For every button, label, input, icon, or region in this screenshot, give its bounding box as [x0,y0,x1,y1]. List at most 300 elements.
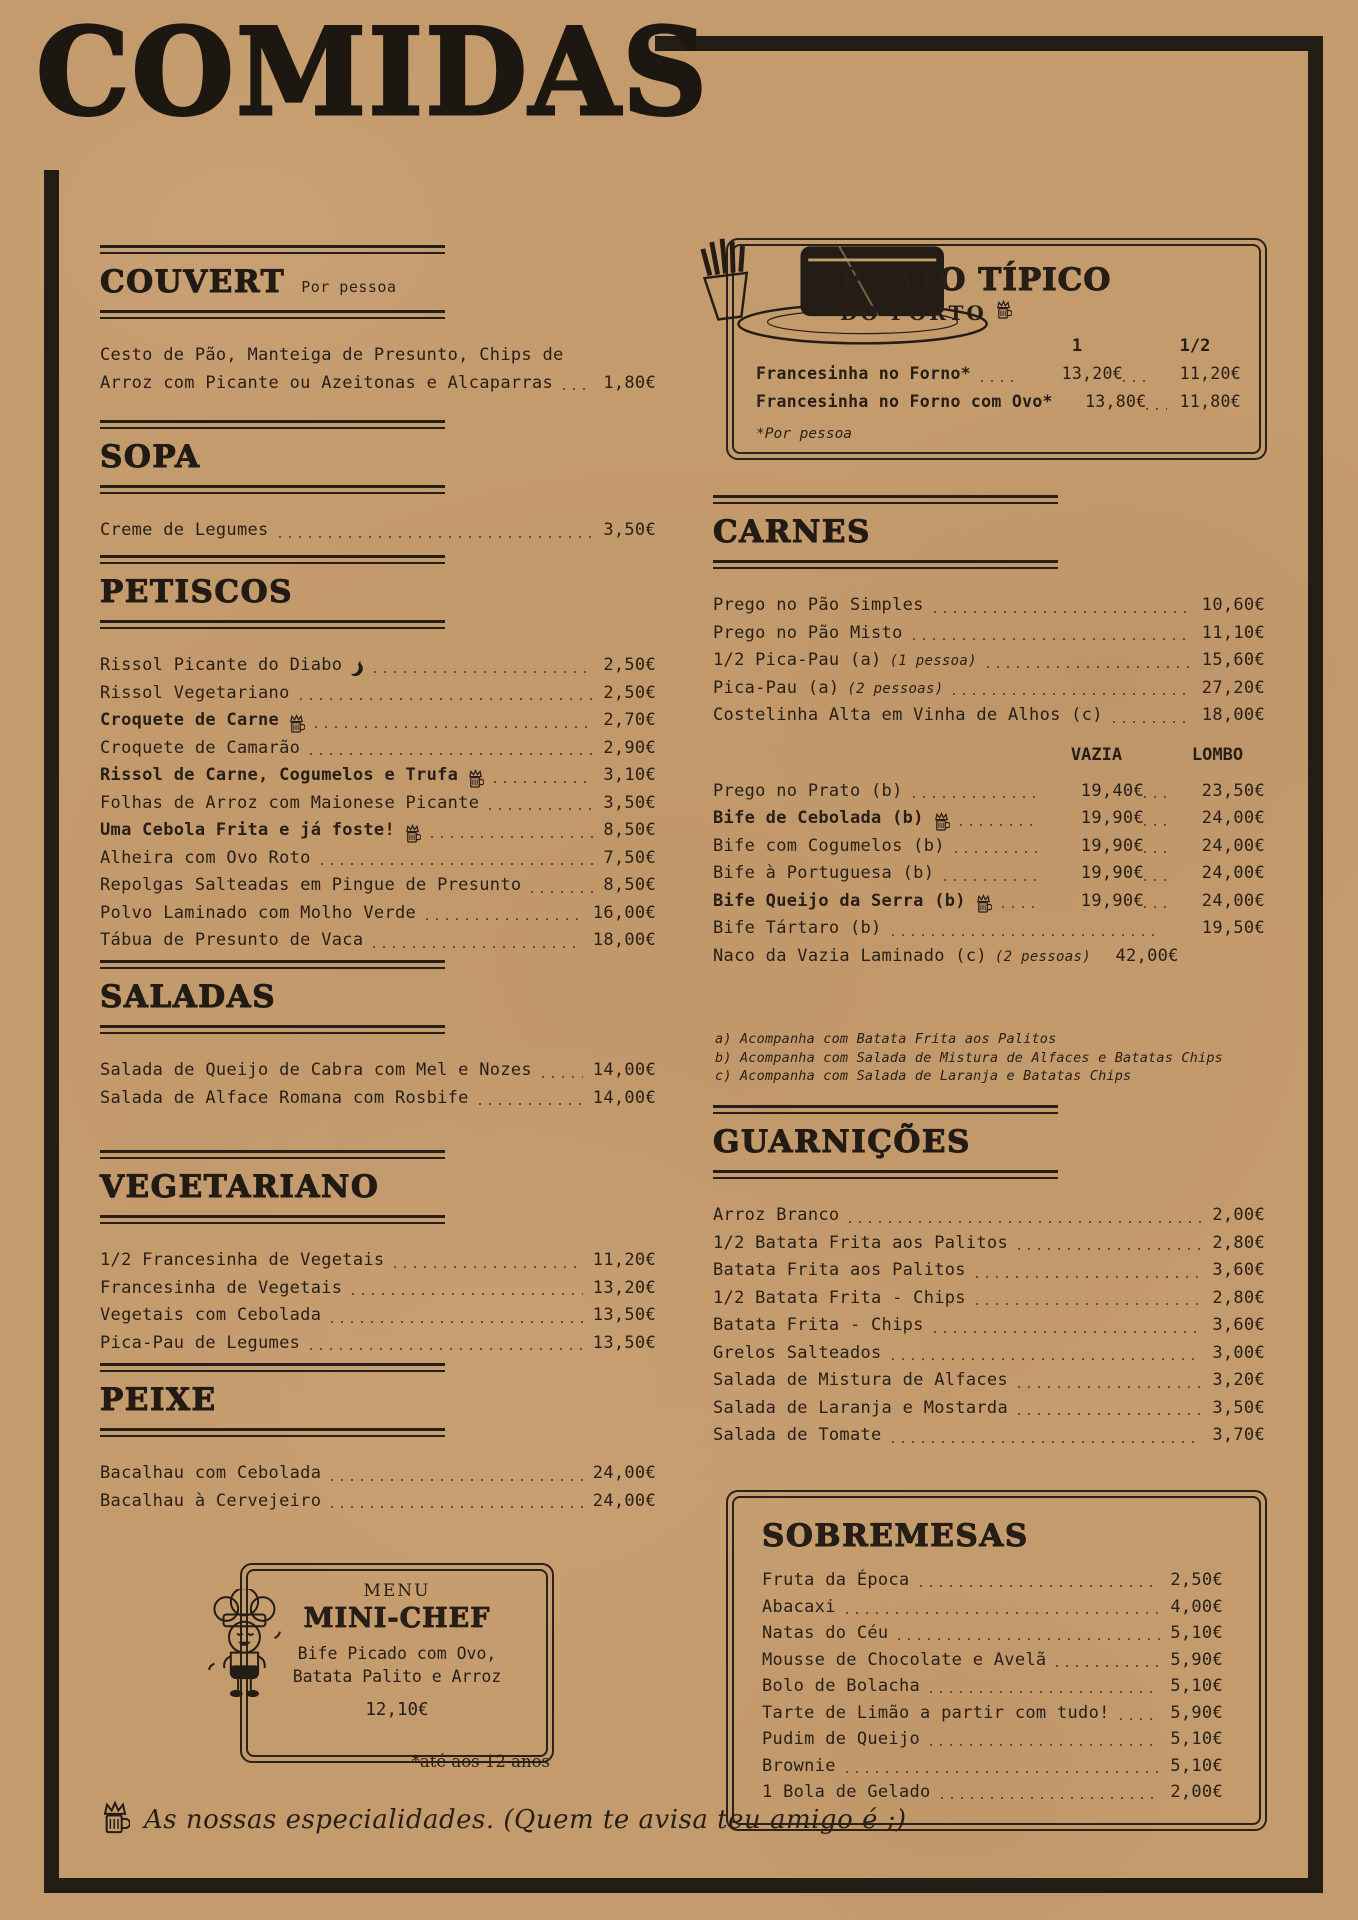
chili-pepper-icon [351,660,364,678]
item-note: (2 pessoas) [994,948,1091,965]
minichef-price: 12,10€ [365,1700,429,1720]
item-price: 2,00€ [1170,1782,1223,1802]
item-name: Folhas de Arroz com Maionese Picante [100,792,480,813]
menu-item-row [713,1260,1265,1288]
menu-item-row [100,345,656,373]
menu-item-row [100,373,656,401]
dot-leader [934,611,1192,613]
section-title-text: COUVERT [100,264,286,300]
item-name: Bacalhau com Cebolada [100,1463,322,1484]
prato-col-full: 1 [1071,336,1083,356]
dot-leader [913,638,1192,640]
sobremesas-title: SOBREMESAS [762,1518,1029,1554]
prato-col-half: 1/2 [1179,336,1211,356]
double-rule [713,1105,1058,1114]
item-name: Batata Frita - Chips [713,1315,924,1336]
menu-item-row [100,738,656,766]
price-lombo: 24,00€ [1201,835,1265,856]
menu-item-row [762,1729,1223,1756]
price-lombo: 24,00€ [1201,890,1265,911]
item-price: 24,00€ [592,1463,656,1484]
item-price: 13,20€ [592,1277,656,1298]
item-price: 2,70€ [603,710,656,731]
item-name: Abacaxi [762,1596,836,1617]
item-name: Polvo Laminado com Molho Verde [100,902,417,923]
minichef-desc-line1: Bife Picado com Ovo, [297,1644,497,1663]
crown-stamp-icon [100,1800,130,1840]
item-price: 1,80€ [603,372,656,393]
dot-leader [892,1358,1203,1360]
item-price: 2,50€ [603,682,656,703]
dot-leader [494,781,593,783]
dot-leader [1018,1386,1202,1388]
item-price-full: 13,80€ [1085,392,1147,411]
item-name: Francesinha no Forno com Ovo* [756,392,1053,411]
menu-item-row [762,1676,1223,1703]
menu-item-row [100,875,656,903]
double-rule [100,1150,445,1159]
item-name: Grelos Salteados [713,1342,882,1363]
prato-title: PRATO TÍPICO [840,262,1112,298]
menu-item-row [713,1343,1265,1371]
dot-leader [300,698,594,700]
menu-item-row [713,946,1265,974]
item-name: Costelinha Alta em Vinha de Alhos (c) [713,705,1103,726]
section-carnes [713,495,1265,973]
item-name: Alheira com Ovo Roto [100,847,311,868]
menu-item-row [713,781,1265,809]
menu-item-row [100,1305,656,1333]
item-name: Creme de Legumes [100,520,269,541]
dot-leader [1120,1718,1161,1720]
item-price: 5,90€ [1170,1649,1223,1670]
menu-item-row [762,1756,1223,1783]
dot-leader [331,1321,583,1323]
dot-leader [953,693,1191,695]
section-sopa [100,420,656,548]
crown-stamp-icon [288,714,305,734]
dot-gap [1144,879,1170,881]
double-rule [100,485,445,494]
item-name: 1/2 Batata Frita aos Palitos [713,1232,1008,1253]
item-name: Pica-Pau (a) [713,677,840,698]
menu-item-row [100,1463,656,1491]
menu-item-row [713,891,1265,919]
menu-item-row [100,1491,656,1519]
price-lombo: 19,50€ [1201,918,1265,939]
double-rule [100,960,445,969]
dot-leader [892,934,1160,936]
double-rule [100,420,445,429]
section-vegetariano [100,1150,656,1360]
item-name: Bife Queijo da Serra (b) [713,890,966,911]
item-name: Tarte de Limão a partir com tudo! [762,1702,1110,1723]
menu-item-row [713,1205,1265,1233]
item-price: 14,00€ [592,1060,656,1081]
item-name: Uma Cebola Frita e já foste! [100,820,395,841]
item-price: 3,60€ [1212,1315,1265,1336]
dot-leader [960,824,1039,826]
item-name: Cesto de Pão, Manteiga de Presunto, Chips de [100,345,564,366]
item-price: 5,10€ [1170,1755,1223,1776]
dot-leader [542,1076,583,1078]
item-note: (1 pessoa) [889,653,977,670]
item-name: Salada de Mistura de Alfaces [713,1370,1008,1391]
item-name: Repolgas Salteadas em Pingue de Presunto [100,875,522,896]
section-guarnicoes [713,1105,1265,1453]
carnes-table-headers [713,745,1265,775]
dot-leader [331,1506,583,1508]
menu-item-row [100,710,656,738]
dot-leader [976,1303,1202,1305]
dot-leader [846,1771,1161,1773]
double-rule [100,245,445,254]
item-price-half: 11,80€ [1179,392,1242,411]
item-name: 1/2 Francesinha de Vegetais [100,1250,385,1271]
menu-item-row [762,1597,1223,1624]
dot-leader [310,1348,583,1350]
item-name: Rissol Picante do Diabo [100,655,343,676]
item-price: 18,00€ [592,930,656,951]
menu-item-row [100,820,656,848]
dot-leader [976,1276,1202,1278]
item-name: Rissol Vegetariano [100,682,290,703]
dot-leader [944,879,1039,881]
item-price-full: 13,20€ [1061,364,1123,383]
dot-leader [531,891,593,893]
item-name: Salada de Laranja e Mostarda [713,1397,1008,1418]
item-price: 11,20€ [592,1250,656,1271]
item-name: 1/2 Batata Frita - Chips [713,1287,966,1308]
menu-item-row [100,848,656,876]
mini-chef-box [240,1563,554,1763]
item-name: Vegetais com Cebolada [100,1305,322,1326]
prato-title-block [840,262,1111,325]
menu-item-row [756,392,1241,420]
minichef-desc-line2: Batata Palito e Arroz [292,1667,502,1686]
item-price: 2,00€ [1212,1205,1265,1226]
item-price: 7,50€ [603,847,656,868]
menu-item-row [762,1623,1223,1650]
dot-leader [394,1266,582,1268]
dot-leader [987,666,1192,668]
item-price: 2,80€ [1212,1232,1265,1253]
section-saladas [100,960,656,1115]
item-name: Salada de Alface Romana com Rosbife [100,1087,469,1108]
footnote-c: c) Acompanha com Salada de Laranja e Batatas Chips [715,1068,1132,1084]
menu-item-row [100,903,656,931]
minichef-age-note: *até aos 12 anos [411,1752,550,1771]
item-price: 15,60€ [1201,650,1265,671]
item-name: Brownie [762,1755,836,1776]
item-price: 3,50€ [1212,1397,1265,1418]
prato-footnote: *Por pessoa [756,426,853,442]
section-petiscos [100,555,656,958]
crown-stamp-icon [933,812,950,832]
dot-leader [426,918,583,920]
item-price: 3,70€ [1212,1425,1265,1446]
item-name: Bife Tártaro (b) [713,918,882,939]
item-price: 24,00€ [592,1490,656,1511]
dot-leader [892,1441,1203,1443]
section-title: GUARNIÇÕES [713,1124,971,1160]
item-name: Mousse de Chocolate e Avelã [762,1649,1047,1670]
dot-leader [930,1744,1160,1746]
dot-leader [1056,1665,1160,1667]
section-subtitle: Por pessoa [301,278,397,296]
item-name: Pudim de Queijo [762,1729,921,1749]
section-title: PETISCOS [100,574,293,610]
item-name: Fruta da Época [762,1570,910,1590]
dot-gap [1123,380,1149,382]
item-price: 8,50€ [603,820,656,841]
dot-leader [1002,906,1039,908]
menu-item-row [713,595,1265,623]
frame-right-bar [1308,36,1323,1893]
item-name: Prego no Pão Simples [713,595,924,616]
dot-leader [352,1293,582,1295]
menu-item-row [100,520,656,548]
item-name: 1/2 Pica-Pau (a) [713,650,882,671]
item-price: 13,50€ [592,1332,656,1353]
little-chef-mascot-illustration [194,1589,294,1713]
item-name: Francesinha de Vegetais [100,1277,343,1298]
price-lombo: 23,50€ [1201,780,1265,801]
menu-item-row [100,1250,656,1278]
item-price: 5,90€ [1170,1702,1223,1723]
item-name: Croquete de Carne [100,710,280,731]
menu-item-row [713,1425,1265,1453]
dot-leader [373,946,582,948]
crown-stamp-icon [404,824,421,844]
menu-item-row [713,650,1265,678]
item-name: Bife com Cogumelos (b) [713,835,945,856]
dot-gap [1144,796,1170,798]
menu-item-row [713,863,1265,891]
section-peixe [100,1363,656,1518]
item-price: 5,10€ [1170,1729,1223,1749]
item-price: 3,20€ [1212,1370,1265,1391]
menu-item-row [713,1370,1265,1398]
dot-leader [920,1585,1161,1587]
footnote-b: b) Acompanha com Salada de Mistura de Alfaces e Batatas Chips [715,1049,1223,1066]
item-price: 10,60€ [1201,595,1265,616]
item-price: 4,00€ [1170,1596,1223,1617]
item-name: 1 Bola de Gelado [762,1782,931,1802]
section-title: PEIXE [100,1382,217,1418]
item-name: Bolo de Bolacha [762,1676,921,1696]
item-name: Prego no Prato (b) [713,780,903,801]
prato-tipico-box [726,238,1267,460]
item-price: 18,00€ [1201,705,1265,726]
carnes-footnotes [715,1030,1223,1086]
double-rule [713,560,1058,569]
menu-item-row [100,1278,656,1306]
footnote-a: a) Acompanha com Batata Frita aos Palitos [715,1031,1057,1047]
crown-stamp-icon [467,769,484,789]
double-rule [100,310,445,319]
item-price: 2,50€ [603,655,656,676]
item-price: 5,10€ [1170,1623,1223,1643]
item-price: 11,10€ [1201,622,1265,643]
dot-leader [934,1331,1203,1333]
menu-item-row [100,1060,656,1088]
price-lombo: 24,00€ [1201,808,1265,829]
menu-column-right [713,0,1265,1920]
menu-item-row [100,765,656,793]
item-name: Natas do Céu [762,1623,889,1643]
menu-item-row [713,1233,1265,1261]
item-price: 3,00€ [1212,1342,1265,1363]
section-title: CARNES [713,514,871,550]
menu-item-row [100,683,656,711]
menu-item-row [713,1315,1265,1343]
menu-item-row [713,623,1265,651]
double-rule [713,1170,1058,1179]
item-name: Salada de Tomate [713,1425,882,1446]
double-rule [100,620,445,629]
crown-stamp-icon [975,894,992,914]
dot-leader [1018,1413,1202,1415]
dot-leader [310,753,593,755]
item-price: 3,50€ [603,792,656,813]
menu-item-row [100,930,656,958]
col-header-vazia: VAZIA [1070,744,1123,765]
double-rule [100,1215,445,1224]
item-name: Arroz Branco [713,1205,840,1226]
dot-leader [321,863,594,865]
menu-item-row [713,918,1265,946]
dot-leader [846,1612,1161,1614]
dot-leader [479,1103,583,1105]
sobremesas-box [726,1490,1267,1831]
double-rule [713,495,1058,504]
price-vazia: 19,40€ [1080,780,1144,801]
item-price: 5,10€ [1170,1676,1223,1696]
item-price-half: 11,20€ [1179,364,1241,383]
item-note: (2 pessoas) [847,680,944,697]
price-vazia: 19,90€ [1080,863,1144,884]
item-price: 2,50€ [1170,1570,1223,1590]
menu-item-row [713,1288,1265,1316]
item-price: 2,80€ [1212,1287,1265,1308]
menu-item-row [713,836,1265,864]
item-price: 3,10€ [603,765,656,786]
menu-item-row [100,655,656,683]
price-lombo: 24,00€ [1201,863,1265,884]
price-vazia: 19,90€ [1080,835,1144,856]
double-rule [100,1025,445,1034]
price-vazia: 19,90€ [1080,808,1144,829]
dot-leader [331,1479,583,1481]
item-name: Prego no Pão Misto [713,622,903,643]
menu-item-row [762,1650,1223,1677]
dot-leader [898,1638,1160,1640]
item-name: Rissol de Carne, Cogumelos e Trufa [100,765,459,786]
menu-item-row [713,678,1265,706]
dot-leader [489,808,593,810]
dot-gap [1144,824,1170,826]
item-name: Arroz com Picante ou Azeitonas e Alcaparras [100,372,553,393]
section-title: SALADAS [100,979,277,1015]
price-vazia: 19,90€ [1080,890,1144,911]
item-name: Croquete de Camarão [100,737,301,758]
minichef-title: MINI-CHEF [303,1603,491,1634]
page-title: COMIDAS [36,2,710,143]
item-name: Francesinha no Forno* [756,364,971,383]
dot-leader [930,1691,1160,1693]
double-rule [100,1428,445,1437]
item-price: 8,50€ [603,875,656,896]
dot-leader [1113,721,1192,723]
item-name: Pica-Pau de Legumes [100,1332,301,1353]
item-name: Bacalhau à Cervejeiro [100,1490,322,1511]
prato-subtitle: DO PORTO [840,300,987,325]
dot-leader [563,388,593,390]
section-title: SOPA [100,439,201,475]
dot-leader [374,671,593,673]
item-name: Naco da Vazia Laminado (c) [713,945,987,966]
menu-item-row [713,808,1265,836]
dot-gap [1146,408,1167,410]
menu-item-row [762,1570,1223,1597]
section-couvert [100,245,656,400]
specialties-footer-text: As nossas especialidades. (Quem te avisa teu amigo é ;) [144,1805,907,1835]
dot-leader [981,380,1021,382]
menu-item-row [756,364,1241,392]
dot-leader [849,1221,1202,1223]
menu-item-row [762,1782,1223,1809]
menu-item-row [100,1088,656,1116]
item-name: Salada de Queijo de Cabra com Mel e Nozes [100,1060,532,1081]
section-title: VEGETARIANO [100,1169,380,1205]
double-rule [100,1363,445,1372]
double-rule [100,555,445,564]
menu-item-row [762,1703,1223,1730]
item-name: Tábua de Presunto de Vaca [100,930,364,951]
col-header-lombo: LOMBO [1191,744,1244,765]
item-price: 16,00€ [592,902,656,923]
minichef-menu-label: MENU [363,1581,431,1601]
menu-item-row [713,1398,1265,1426]
section-title [100,265,656,299]
item-price: 13,50€ [592,1305,656,1326]
dot-leader [315,726,593,728]
item-price: 3,50€ [603,520,656,541]
crown-stamp-icon [995,300,1012,325]
dot-leader [941,1797,1161,1799]
item-price: 2,90€ [603,737,656,758]
menu-item-row [100,1333,656,1361]
dot-leader [1018,1248,1202,1250]
dot-gap [1144,906,1170,908]
dot-leader [431,836,593,838]
menu-item-row [100,793,656,821]
item-name: Bife à Portuguesa (b) [713,863,935,884]
frame-left-bar [44,170,59,1893]
item-name: Batata Frita aos Palitos [713,1260,966,1281]
dot-leader [913,796,1039,798]
item-price: 27,20€ [1201,677,1265,698]
menu-item-row [713,705,1265,733]
price-vazia: 42,00€ [1115,945,1179,966]
dot-leader [955,851,1039,853]
dot-leader [279,536,594,538]
item-name: Bife de Cebolada (b) [713,808,924,829]
dot-gap [1144,851,1170,853]
prato-column-headers [1031,336,1241,356]
item-price: 14,00€ [592,1087,656,1108]
